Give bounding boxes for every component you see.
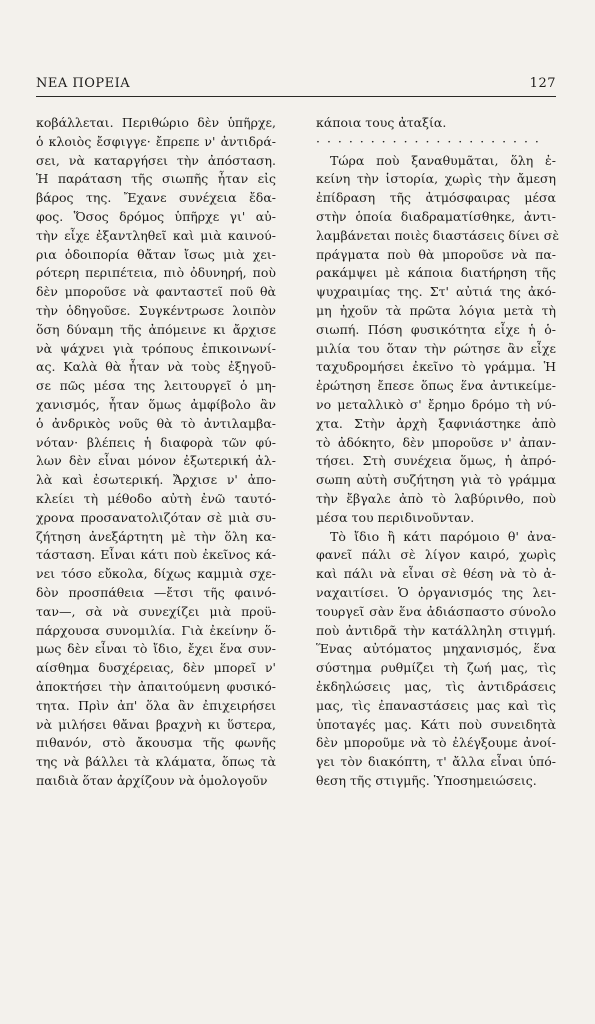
text-line: · · · · · · · · · · · · · · · · · · · · · <box>316 133 541 149</box>
text-line: πάρχουσα συνομιλία. Γιὰ ἐκείνην ὅ- <box>36 622 276 638</box>
text-line: ὑποταγές μας. Κάτι ποὺ συνειδητὰ <box>316 716 556 732</box>
text-line: φανεῖ πάλι σὲ λίγον καιρό, χωρὶς <box>316 547 556 563</box>
text-line: τήσει. Στὴ συνέχεια ὅμως, ἡ ἀπρό- <box>316 453 556 469</box>
text-line: μας, τὶς ἐπαναστάσεις μας καὶ τὶς <box>316 697 556 713</box>
text-line: θεση τῆς στιγμῆς. Ὑποσημειώσεις. <box>316 772 537 788</box>
text-line: κοβάλλεται. Περιθώριο δὲν ὑπῆρχε, <box>36 115 276 130</box>
text-line: παιδιὰ ὅταν ἀρχίζουν νὰ ὁμολογοῦν <box>36 772 268 788</box>
text-line: μέσα του περιδινοῦνταν. <box>316 509 475 525</box>
text-line: ἀποκτήσει τὴν ἀπαιτούμενη φυσικό- <box>36 678 276 694</box>
text-line: κάποια τους ἀταξία. <box>316 115 447 130</box>
text-line: ρότερη περιπέτεια, πιὸ ὀδυνηρή, ποὺ <box>36 265 276 281</box>
text-line: πράγματα ποὺ θὰ μποροῦσε νὰ πα- <box>316 246 556 262</box>
text-line: ποὺ ἀντιδρᾶ τὴν κατάλληλη στιγμή. <box>316 622 556 638</box>
text-line: Τὸ ἴδιο ἢ κάτι παρόμοιο θ' ἀνα- <box>330 528 556 544</box>
text-line: δὲν μποροῦσε νὰ φανταστεῖ ποῦ θὰ <box>36 284 276 300</box>
running-header <box>36 74 556 94</box>
text-line: χρονα προσανατολιζόταν σὲ μιὰ συ- <box>36 509 276 525</box>
text-line: σει, νὰ καταργήσει τὴν ἀπόσταση. <box>36 152 276 168</box>
text-line: δὲν μποροῦμε νὰ τὸ ἐλέγξουμε ἀνοί- <box>316 735 556 751</box>
text-line: ας. Καλὰ θὰ ἦταν νὰ τοὺς ἐξηγοῦ- <box>36 359 276 375</box>
text-line: πιθανόν, στὸ ἄκουσμα τῆς φωνῆς <box>36 735 276 751</box>
text-line: ζήτηση ἀνεξάρτητη μὲ τὴν ὅλη κα- <box>36 528 276 544</box>
journal-title: ΝΕΑ ΠΟΡΕΙΑ <box>36 76 131 91</box>
text-line: ταχυδρομήσει ἐκεῖνο τὸ γράμμα. Ἡ <box>316 359 556 375</box>
text-line: χτα. Στὴν ἀρχὴ ξαφνιάστηκε ἀπὸ <box>316 415 556 431</box>
text-line: ἐκδηλώσεις μας, τὶς ἀντιδράσεις <box>316 678 556 694</box>
text-line: δὸν προσπάθεια —ἔτσι τῆς φαινό- <box>36 584 276 600</box>
left-text-column <box>36 114 276 791</box>
text-line: ὅση δύναμη τῆς ἀπόμεινε κι ἄρχισε <box>36 321 276 337</box>
text-line: κείνη τὴν ἱστορία, χωρὶς τὴν ἄμεση <box>316 171 556 187</box>
text-line: νὰ μιλήσει θἄναι βραχνὴ κι ὕστερα, <box>36 716 276 732</box>
text-line: τουργεῖ σὰν ἕνα ἀδιάσπαστο σύνολο <box>316 603 556 619</box>
text-line: τάσταση. Εἶναι κάτι ποὺ ἐκεῖνος κά- <box>36 547 276 563</box>
text-line: νὰ ψάχνει γιὰ τρόπους ἐπικοινωνί- <box>36 340 276 356</box>
text-line: σε πῶς μέσα της λειτουργεῖ ὁ μη- <box>36 378 276 394</box>
text-line: Ἡ παράταση τῆς σιωπῆς ἦταν εἰς <box>36 171 276 187</box>
text-line: μως δὲν εἶναι τὸ ἴδιο, ἔχει ἕνα συν- <box>36 641 276 657</box>
text-line: νει τόσο εὔκολα, δίχως καμμιὰ σχε- <box>36 566 276 582</box>
text-line: τὴν ἔβγαλε ἀπὸ τὸ λαβύρινθο, ποὺ <box>316 490 556 506</box>
text-line: ψυχραιμίας της. Στ' αὐτιά της ἀκό- <box>316 284 556 300</box>
text-line: ἐρώτηση ἔπεσε ὅπως ἕνα ἀντικείμε- <box>316 378 556 394</box>
header-rule <box>36 96 556 97</box>
text-line: σωπη αὐτὴ συζήτηση γιὰ τὸ γράμμα <box>316 472 556 488</box>
text-line: αίσθημα δυσχέρειας, δὲν μπορεῖ ν' <box>36 660 276 676</box>
text-line: ὁ κλοιὸς ἔσφιγγε· ἔπρεπε ν' ἀντιδρά- <box>36 133 276 149</box>
text-line: νο μεταλλικὸ σ' ἔρημο δρόμο τὴ νύ- <box>316 396 556 412</box>
text-line: τητα. Πρὶν ἀπ' ὅλα ἂν ἐπιχειρήσει <box>36 697 276 713</box>
text-line: λων δὲν εἶναι μόνον ἐξωτερική ἀλ- <box>36 453 276 469</box>
text-line: ὁ ἀνδρικὸς νοῦς θὰ τὸ ἀντιλαμβα- <box>36 415 276 431</box>
text-line: λὰ καὶ ἐσωτερική. Ἄρχισε ν' ἀπο- <box>36 472 276 488</box>
text-line: κλείει τὴ μέθοδο αὐτὴ ἐνῶ ταυτό- <box>36 490 276 506</box>
text-line: χανισμός, ἦταν ὅμως ἀμφίβολο ἂν <box>36 396 276 412</box>
right-text-column <box>316 114 560 791</box>
text-line: ναχαιτίσει. Ὁ ὀργανισμός της λει- <box>316 584 556 600</box>
text-line: σύστημα ρυθμίζει τὴ ζωή μας, τὶς <box>316 660 556 676</box>
text-line: Ἕνας αὐτόματος μηχανισμός, ἕνα <box>316 641 556 657</box>
text-line: τὴν ὁδηγοῦσε. Συγκέντρωσε λοιπὸν <box>36 302 276 318</box>
text-line: τὴν εἶχε ἐξαντληθεῖ καὶ μιὰ καινού- <box>36 227 276 243</box>
text-line: σιωπή. Πόση φυσικότητα εἶχε ἡ ὁ- <box>316 321 556 337</box>
text-line: ταν—, σὰ νὰ συνεχίζει μιὰ προϋ- <box>36 603 276 619</box>
page-number: 127 <box>529 76 556 91</box>
text-line: στὴν ὁποία διαδραματίσθηκε, ἀντι- <box>316 208 556 224</box>
text-line: γει τὸν διακόπτη, τ' ἄλλα εἶναι ὑπό- <box>316 754 556 770</box>
text-line: ἐπίδραση τῆς ἀτμόσφαιρας μέσα <box>316 190 556 206</box>
text-line: της νὰ βάλλει τὰ κλάματα, ὅπως τὰ <box>36 754 276 770</box>
text-line: Τώρα ποὺ ξαναθυμᾶται, ὅλη ἐ- <box>330 152 556 168</box>
text-line: καὶ πάλι νὰ εἶναι σὲ θέση νὰ τὸ ἀ- <box>316 566 556 582</box>
text-line: βάρος της. Ἔχανε συνέχεια ἔδα- <box>36 190 276 206</box>
text-line: μιλία του ὅταν τὴν ρώτησε ἂν εἶχε <box>316 340 556 356</box>
text-line: μη ἠχοῦν τὰ πρῶτα λόγια μετὰ τὴ <box>316 302 556 318</box>
text-line: νόταν· βλέπεις ἡ διαφορὰ τῶν φύ- <box>36 434 276 450</box>
text-line: ρια ὁδοιπορία θἄταν ἴσως μιὰ χει- <box>36 246 276 262</box>
text-line: φος. Ὅσος δρόμος ὑπῆρχε γι' αὐ- <box>36 208 276 224</box>
text-line: τὸ ἀδόκητο, δὲν μποροῦσε ν' ἀπαν- <box>316 434 556 450</box>
text-line: λαμβάνεται ποιὲς διαστάσεις δίνει σὲ <box>316 227 560 243</box>
text-line: ρακάμψει μὲ κάποια διατήρηση τῆς <box>316 265 556 281</box>
